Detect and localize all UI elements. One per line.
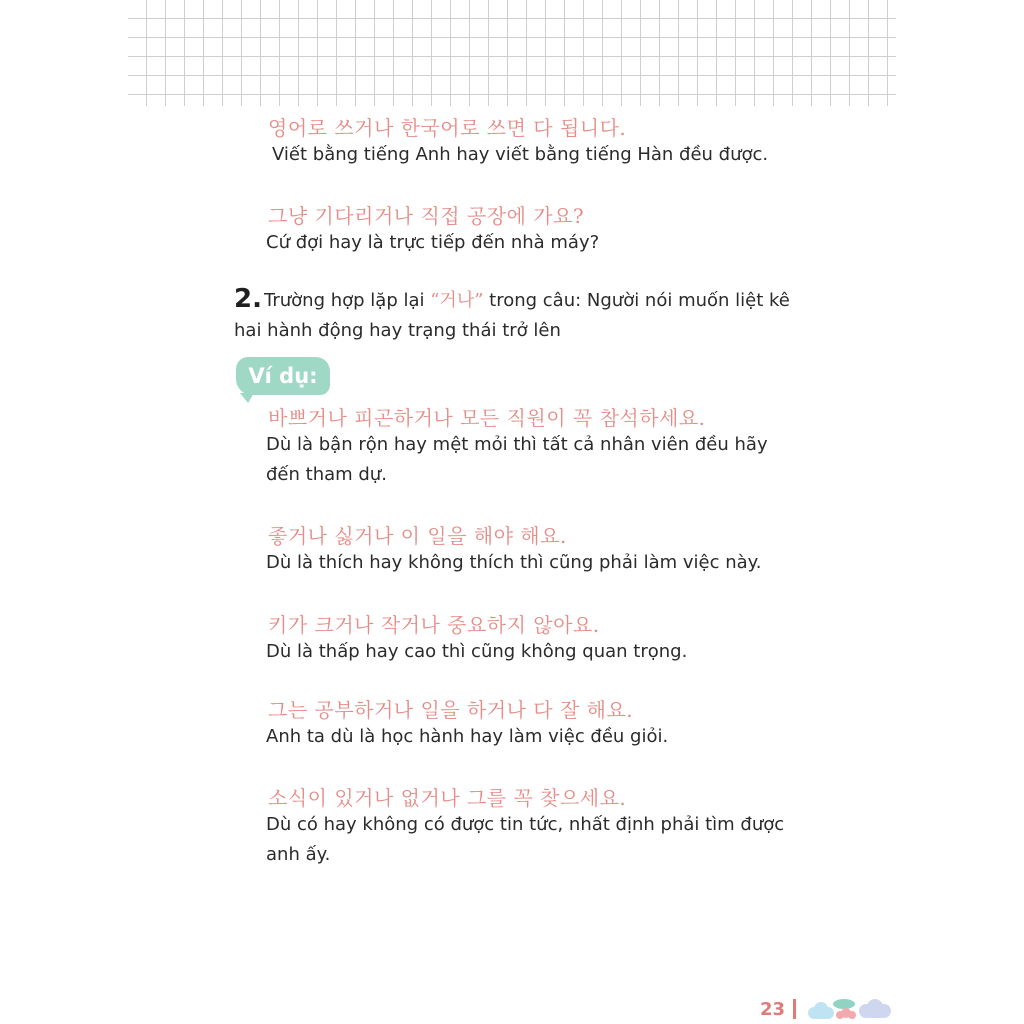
section-text-before: Trường hợp lặp lại [264,290,431,311]
footer-divider [793,999,796,1019]
korean-example-4: 그는 공부하거나 일을 하거나 다 잘 해요. [268,698,634,722]
korean-example-3: 키가 크거나 작거나 중요하지 않아요. [268,613,600,637]
korean-example-1: 바쁘거나 피곤하거나 모든 직원이 꼭 참석하세요. [268,406,706,430]
vietnamese-translation-3: Dù là thấp hay cao thì cũng không quan trọng. [266,641,688,662]
vietnamese-translation-top-2: Cứ đợi hay là trực tiếp đến nhà máy? [266,232,600,253]
vietnamese-translation-top-1: Viết bằng tiếng Anh hay viết bằng tiếng Hàn đều được. [272,144,769,165]
page-number: 23 [760,998,786,1020]
vietnamese-translation-1: Dù là bận rộn hay mệt mỏi thì tất cả nhân viên đều hãy đến tham dự. [266,434,768,485]
example-label-badge: Ví dụ: [236,357,330,395]
grid-paper-decoration [128,0,896,106]
vietnamese-translation-5: Dù có hay không có được tin tức, nhất định phải tìm được anh ấy. [266,814,785,865]
korean-example-top-2: 그냥 기다리거나 직접 공장에 가요? [268,204,585,228]
section-quote: “거나” [430,290,484,311]
section-text-after: trong câu: Người nói muốn liệt kê hai hành động hay trạng thái trở lên [234,290,790,341]
section-description [234,286,794,346]
vietnamese-translation-4: Anh ta dù là học hành hay làm việc đều giỏi. [266,726,669,747]
korean-example-2: 좋거나 싫거나 이 일을 해야 해요. [268,524,567,548]
korean-example-5: 소식이 있거나 없거나 그를 꼭 찾으세요. [268,786,627,810]
vietnamese-translation-2: Dù là thích hay không thích thì cũng phải làm việc này. [266,552,762,573]
korean-example-top-1: 영어로 쓰거나 한국어로 쓰면 다 됩니다. [268,116,627,140]
section-number: 2. [234,284,262,314]
clouds-icon [804,996,894,1022]
page-footer [760,996,894,1022]
